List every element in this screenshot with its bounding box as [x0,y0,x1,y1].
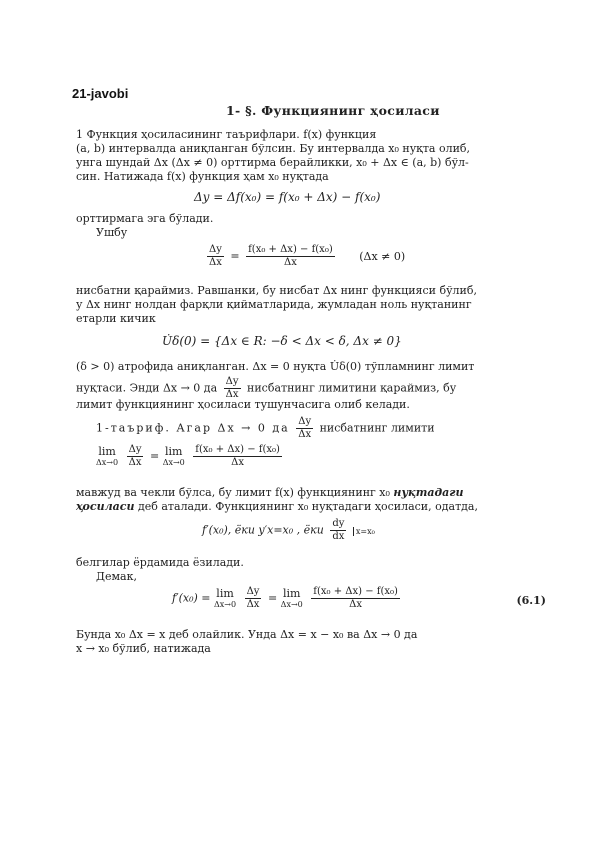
text-line: орттирмага эга бўлади. [76,212,214,225]
fraction: $\frac{\Delta y}{\Delta x}$ [209,244,222,268]
text-line: нуқтаси. Энди Δx → 0 да $\frac{\Delta y}{\Delta x}$ нисбатнинг лимитини қараймиз, бу [76,376,457,400]
equation-notation: f′(x₀), ёки y′x=x₀ , ёки $\frac{dy}{dx}$ x=x₀ [202,518,375,542]
fraction: $\frac{\text{f(x₀ + Δx) − f(x₀)}}{\Delta x}$ [195,444,280,468]
text-line: етарли кичик [76,312,156,325]
fraction: $\frac{dy}{dx}$ [332,518,345,542]
text-line: лимит функциянинг ҳосиласи тушунчасига олиб келади. [76,398,410,411]
text-line: 1 Функция ҳосиласининг таърифлари. f(x) функция [76,128,377,141]
section-title: 1- §. Функциянинг ҳосиласи [226,103,440,118]
fraction: $\frac{\Delta y}{\Delta x}$ [128,444,142,468]
answer-label: 21-javobi [72,86,129,101]
fraction: $\frac{\Delta y}{\Delta x}$ [298,416,312,440]
text-line: у Δx нинг нолдан фарқли қийматларида, жумладан ноль нуқтанинг [76,298,472,311]
text-line: Ушбу [96,226,128,239]
equation-number: (6.1) [516,594,546,607]
equation-increment: Δy = Δf(x₀) = f(x₀ + Δx) − f(x₀) [194,190,381,204]
text-line: Демак, [96,570,137,583]
text-line: унга шундай Δx (Δx ≠ 0) орттирма берайликки, x₀ + Δx ∈ (a, b) бўл- [76,156,469,169]
text-line: белгилар ёрдамида ёзилади. [76,556,244,569]
text-line: син. Натижада f(x) функция ҳам x₀ нуқтада [76,170,329,183]
definition-line: 1-таъриф. Агар Δx → 0 да $\frac{\Delta y}{\Delta x}$ нисбатнинг лимити [96,416,435,440]
fraction: $\frac{\Delta y}{\Delta x}$ [225,376,239,400]
equation-limit: lim Δx→0 $\frac{\Delta y}{\Delta x}$ = lim Δx→0 $\frac{\text{f(x₀ + Δx) − f(x₀)}}{\Delta x}$ [96,444,280,468]
equation-neighborhood: U̇δ(0) = {Δx ∈ R: −δ < Δx < δ, Δx ≠ 0} [162,334,402,348]
fraction: $\frac{\Delta y}{\Delta x}$ [246,586,260,610]
fraction: $\frac{\text{f(x₀ + Δx) − f(x₀)}}{\Delta x}$ [248,244,333,268]
text-line: Бунда x₀ Δx = x деб олайлик. Унда Δx = x − x₀ ва Δx → 0 да [76,628,418,641]
fraction: $\frac{\text{f(x₀ + Δx) − f(x₀)}}{\Delta x}$ [313,586,398,610]
text-line: (a, b) интервалда аниқланган бўлсин. Бу интервалда x₀ нуқта олиб, [76,142,471,155]
text-line: мавжуд ва чекли бўлса, бу лимит f(x) функциянинг x₀ нуқтадаги [76,486,464,499]
text-line: ҳосиласи деб аталади. Функциянинг x₀ нуқтадаги ҳосиласи, одатда, [76,500,478,513]
equation-ratio: $\frac{\Delta y}{\Delta x}$ = $\frac{\text{f(x₀ + Δx) − f(x₀)}}{\Delta x}$ (Δx ≠ 0) [209,244,406,268]
text-line: нисбатни қараймиз. Равшанки, бу нисбат Δx нинг функцияси бўлиб, [76,284,477,297]
scanned-textbook-page [76,104,546,704]
text-line: x → x₀ бўлиб, натижада [76,642,211,655]
equation-derivative-definition: f′(x₀) = lim Δx→0 $\frac{\Delta y}{\Delta x}$ = lim Δx→0 $\frac{\text{f(x₀ + Δx) − f(x₀)}}{\Delta x}$ (6.1) [172,586,546,610]
text-line: (δ > 0) атрофида аниқланган. Δx = 0 нуқта U̇δ(0) тўпламнинг лимит [76,360,475,373]
